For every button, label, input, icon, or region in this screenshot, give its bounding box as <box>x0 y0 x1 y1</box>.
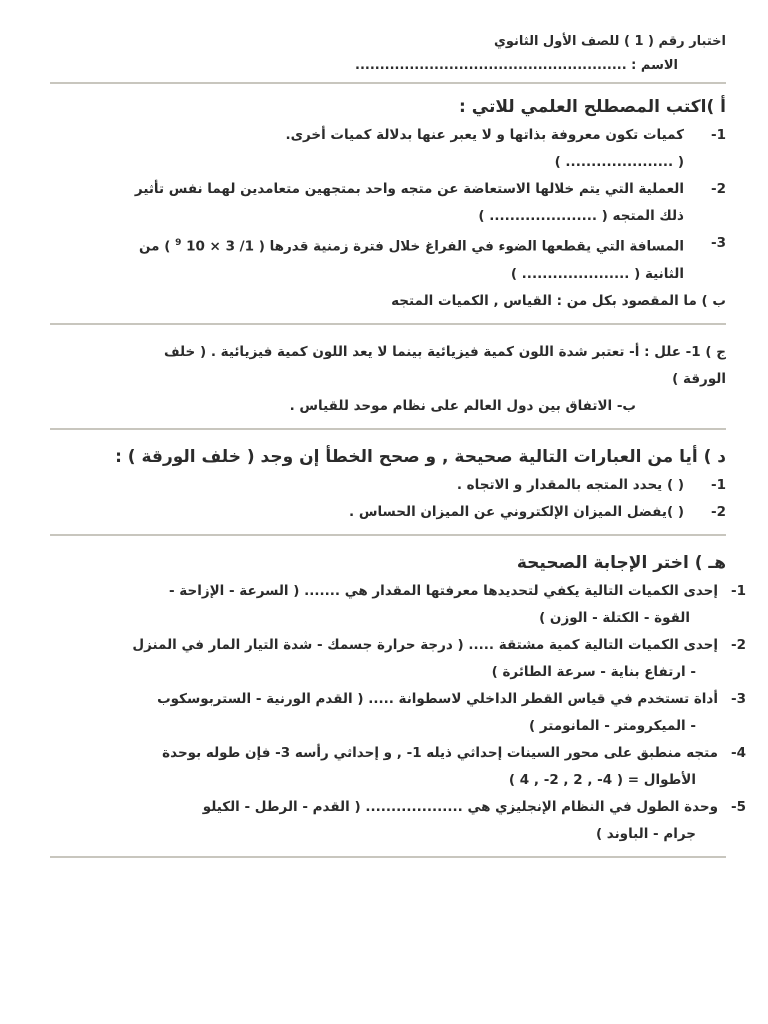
section-e <box>50 550 746 848</box>
answer-blank: الثانية ( ..................... ) <box>510 265 684 282</box>
question-item <box>50 472 726 499</box>
divider <box>50 534 726 536</box>
divider <box>50 856 726 858</box>
section-c-line: ب- الاتفاق بين دول العالم على نظام موحد للقياس . <box>289 397 636 414</box>
section-d-title: د ) أيا من العبارات التالية صحيحة , و صحح الخطأ إن وجد ( خلف الورقة ) : <box>115 446 726 467</box>
question-number: 2- <box>730 636 746 653</box>
divider <box>50 428 726 430</box>
question-text: العملية التي يتم خلالها الاستعاضة عن متجه واحد بمتجهين متعامدين لهما نفس تأثير <box>134 181 684 197</box>
question-text: ( ) يحدد المتجه بالمقدار و الاتجاه . <box>456 476 684 493</box>
section-c-line: ج ) 1- علل : أ- تعتبر شدة اللون كمية فيزيائية بينما لا يعد اللون كمية فيزيائية . ( خلف <box>163 343 726 360</box>
section-c-line: الورقة ) <box>672 370 726 387</box>
question-text: إحدى الكميات التالية يكفي لتحديدها معرفتها المقدار هي ....... ( السرعة - الإزاحة - <box>168 582 718 599</box>
question-item <box>50 740 746 767</box>
question-number: 5- <box>730 798 746 815</box>
question-text: متجه منطبق على محور السينات إحداثي ذيله 1- , و إحداثي رأسه 3- فإن طوله بوحدة <box>162 744 718 761</box>
question-text: إحدى الكميات التالية كمية مشتقة ..... ( درجة حرارة جسمك - شدة التيار المار في المنزل <box>132 636 718 653</box>
question-number: 1- <box>710 476 726 493</box>
exam-header <box>50 30 726 78</box>
question-text-part: ) من <box>139 238 171 255</box>
section-d <box>50 444 726 526</box>
question-item <box>50 578 746 605</box>
question-item <box>50 794 746 821</box>
question-text: كميات تكون معروفة بذاتها و لا يعبر عنها بدلالة كميات أخرى. <box>285 127 684 143</box>
question-number: 4- <box>730 744 746 761</box>
question-text: وحدة الطول في النظام الإنجليزي هي ................... ( القدم - الرطل - الكيلو <box>202 798 718 815</box>
choices-line: - ارتفاع بناية - سرعة الطائرة ) <box>491 663 696 680</box>
exam-page <box>50 30 746 868</box>
divider <box>50 323 726 325</box>
choices-line: القوة - الكتلة - الوزن ) <box>539 609 690 626</box>
section-a-title: أ )اكتب المصطلح العلمي للاتي : <box>459 97 726 117</box>
question-number: 3- <box>730 690 746 707</box>
question-text-part: المسافة التي يقطعها الضوء في الفراغ خلال فترة زمنية قدرها ( 1/ 3 × 10 <box>186 238 684 255</box>
question-item <box>50 686 746 713</box>
question-item <box>50 632 746 659</box>
section-e-title: هـ ) اختر الإجابة الصحيحة <box>516 552 726 573</box>
question-number: 1- <box>730 582 746 599</box>
divider <box>50 82 726 84</box>
question-item <box>50 176 726 203</box>
section-b-text: ب ) ما المقصود بكل من : القياس , الكميات المتجه <box>391 292 726 309</box>
answer-blank: ( ..................... ) <box>554 154 684 170</box>
question-text: ( )يفضل الميزان الإلكتروني عن الميزان الحساس . <box>349 503 684 520</box>
question-number: 2- <box>710 181 726 197</box>
question-text <box>50 230 684 261</box>
question-number: 1- <box>710 127 726 143</box>
question-number: 2- <box>710 503 726 520</box>
exponent: 9 <box>175 238 182 248</box>
question-item <box>50 122 726 149</box>
section-c <box>50 339 726 420</box>
answer-blank: ذلك المتجه ( ..................... ) <box>478 208 684 224</box>
question-number: 3- <box>710 235 726 251</box>
choices-line: جرام - الباوند ) <box>595 825 696 842</box>
question-item <box>50 230 726 261</box>
student-name-line: الاسم : ....................................................... <box>355 58 678 73</box>
question-item <box>50 499 726 526</box>
choices-line: الأطوال = ( 4- , 2 , 2- , 4 ) <box>508 771 696 788</box>
choices-line: - الميكرومتر - المانومتر ) <box>529 717 696 734</box>
question-text: أداة تستخدم في قياس القطر الداخلي لاسطوانة ..... ( القدم الورنية - الستربوسكوب <box>157 690 718 707</box>
section-a <box>50 94 726 315</box>
exam-title: اختبار رقم ( 1 ) للصف الأول الثانوي <box>493 34 726 49</box>
